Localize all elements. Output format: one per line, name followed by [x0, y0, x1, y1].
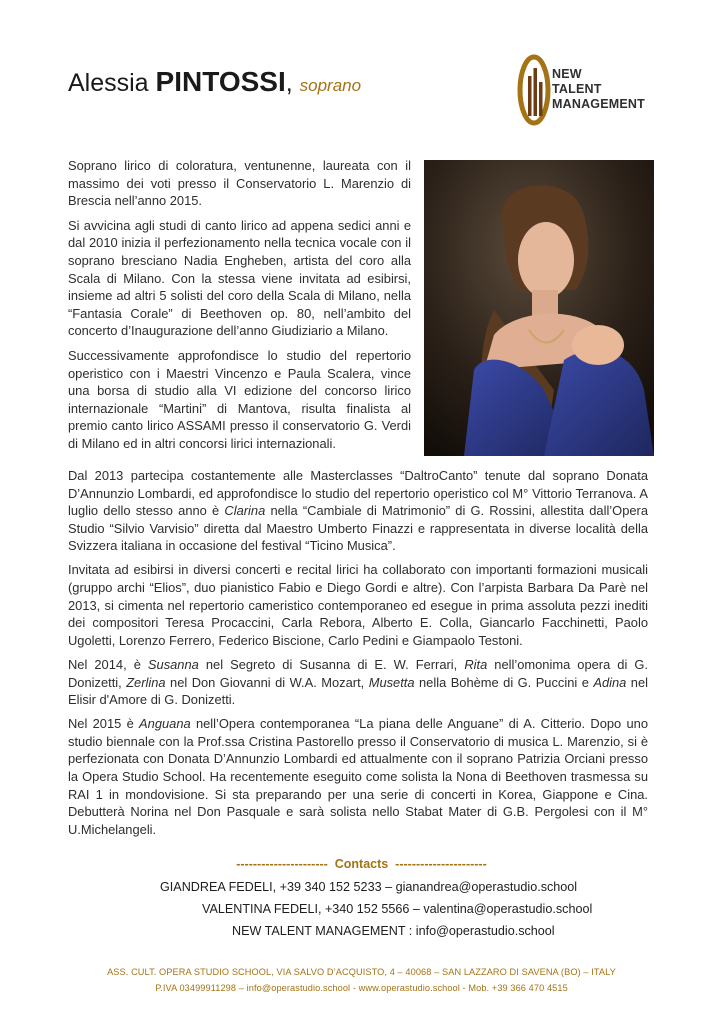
- contact-valentina[interactable]: VALENTINA FEDELI, +340 152 5566 – valentina@operastudio.school: [202, 902, 593, 916]
- artist-photo: [424, 160, 654, 456]
- bio-paragraph: Soprano lirico di coloratura, ventunenne, laureata con il massimo dei voti presso il Conservatorio L. Marenzio di Brescia nell’anno 2015.: [68, 158, 411, 209]
- text-run: Nel 2014, è: [68, 656, 148, 672]
- text-run: nel Don Giovanni di W.A. Mozart,: [165, 674, 369, 690]
- bio-paragraph: Si avvicina agli studi di canto lirico ad appena sedici anni e dal 2010 inizia il perfezionamento nella tecnica vocale con il soprano bresciano Nadia Engheben, artista del coro alla Scala di Milano. Con la stessa viene invitata ad esibirsi, insieme ad altri 5 solisti del coro della Scala di Milano, nella “Fantasia Corale” di Beethoven op. 80, nell’ambito del concerto d’Inaugurazione dell’anno Giudiziario a Milano.: [68, 217, 411, 339]
- logo-wordmark: [552, 67, 645, 112]
- role-name: Susanna: [147, 656, 199, 672]
- text-run: nell’Opera contemporanea “La piana delle Anguane” di A. Citterio. Dopo uno studio biennale con la Prof.ssa Cristina Pastorello presso il Conservatorio di musica L. Marenzio, si è perfezionata con Donata D’Annunzio Lombardi ed attualmente con il soprano Patrizia Orciani presso la Opera Studio School. Ha recentemente eseguito come solista la Nona di Beethoven trasmessa su RAI 1 in mondovisione. Si sta preparando per una serie di concerti in Korea, Giappone e Cina. Debutterà Norina nel Don Pasquale e sarà solista nello Stabat Mater di G.B. Pergolesi con il M° U.Michelangeli.: [68, 716, 648, 837]
- role-name: Musetta: [368, 674, 415, 690]
- role-name: Clarina: [224, 503, 266, 519]
- bio-paragraph-2013: [68, 467, 648, 555]
- text-run: Nel 2015 è: [68, 716, 140, 732]
- text-run: Dal 2013 partecipa costantemente alle Masterclasses “DaltroCanto” tenute dal soprano Donata D’Annunzio Lombardi, ed approfondisce lo studio del repertorio operistico col M° Vittorio Terranova. A luglio dello stesso anno è: [68, 468, 648, 519]
- voice-type: soprano: [299, 76, 362, 95]
- bio-full-width: [68, 467, 648, 845]
- bio-paragraph: Successivamente approfondisce lo studio del repertorio operistico con i Maestri Vincenzo e Paula Scalera, vince una borsa di studio alla VI edizione del concorso lirico internazionale “Martini” di Mantova, risulta finalista al premio canto lirico ASSAMI presso il conservatorio G. Verdi di Milano ed in altri concorsi lirici internazionali.: [68, 347, 411, 451]
- text-run: nel Elisir d'Amore di G. Donizetti.: [68, 674, 648, 708]
- role-name: Anguana: [139, 716, 191, 732]
- contact-giandrea[interactable]: GIANDREA FEDELI, +39 340 152 5233 – gianandrea@operastudio.school: [160, 880, 578, 894]
- role-name: Zerlina: [126, 674, 166, 690]
- role-name: Rita: [464, 656, 488, 672]
- title-comma: ,: [285, 69, 293, 97]
- contact-ntm[interactable]: NEW TALENT MANAGEMENT : info@operastudio.school: [232, 924, 555, 938]
- portrait-image: [424, 160, 654, 456]
- bio-paragraph-2015: [68, 715, 648, 838]
- role-name: Adina: [593, 674, 627, 690]
- logo-line-management: MANAGEMENT: [552, 97, 645, 111]
- logo-emblem-icon: [514, 52, 554, 128]
- bio-paragraph-concerts: Invitata ad esibirsi in diversi concerti e recital lirici ha collaborato con importanti formazioni musicali (gruppo archi “Elios”, duo pianistico Fabio e Diego Gordi e altre). Con l’arpista Barbara Da Parè nel 2013, si cimenta nel repertorio cameristico contemporaneo ed esegue in prima assoluta pezzi inediti dei compositori Teresa Procaccini, Carla Rebora, Alberto E. Colla, Giancarlo Facchinetti, Paolo Ugoletti, Lorenzo Ferrero, Federico Biscione, Carlo Pedini e Giampaolo Testoni.: [68, 562, 648, 648]
- last-name: PINTOSSI: [155, 66, 286, 97]
- contacts-heading: ---------------------- Contacts ----------------------: [236, 857, 487, 871]
- bio-column: [68, 157, 411, 460]
- footer-contacts[interactable]: P.IVA 03499911298 – info@operastudio.school - www.operastudio.school - Mob. +39 366 470 4515: [155, 983, 568, 993]
- bio-paragraph-2014: [68, 656, 648, 709]
- first-name: Alessia: [68, 69, 149, 97]
- text-run: nella Bohème di G. Puccini e: [414, 674, 594, 690]
- logo-line-talent: TALENT: [552, 82, 602, 96]
- text-run: nell’omonima opera di G. Donizetti,: [68, 656, 648, 690]
- logo-line-new: NEW: [552, 67, 582, 81]
- page-title: [68, 66, 361, 98]
- footer-address: ASS. CULT. OPERA STUDIO SCHOOL, VIA SALVO D’ACQUISTO, 4 – 40068 – SAN LAZZARO DI SAVENA (BO) – ITALY: [107, 967, 616, 977]
- new-talent-management-logo: [514, 52, 649, 128]
- text-run: nella “Cambiale di Matrimonio” di G. Rossini, allestita dall’Opera Studio “Silvio Varvisio” diretta dal Maestro Umberto Finazzi e rappresentata in diverse località della Svizzera italiana in occasione del festival “Ticino Musica”.: [68, 503, 649, 554]
- text-run: nel Segreto di Susanna di E. W. Ferrari,: [198, 656, 465, 672]
